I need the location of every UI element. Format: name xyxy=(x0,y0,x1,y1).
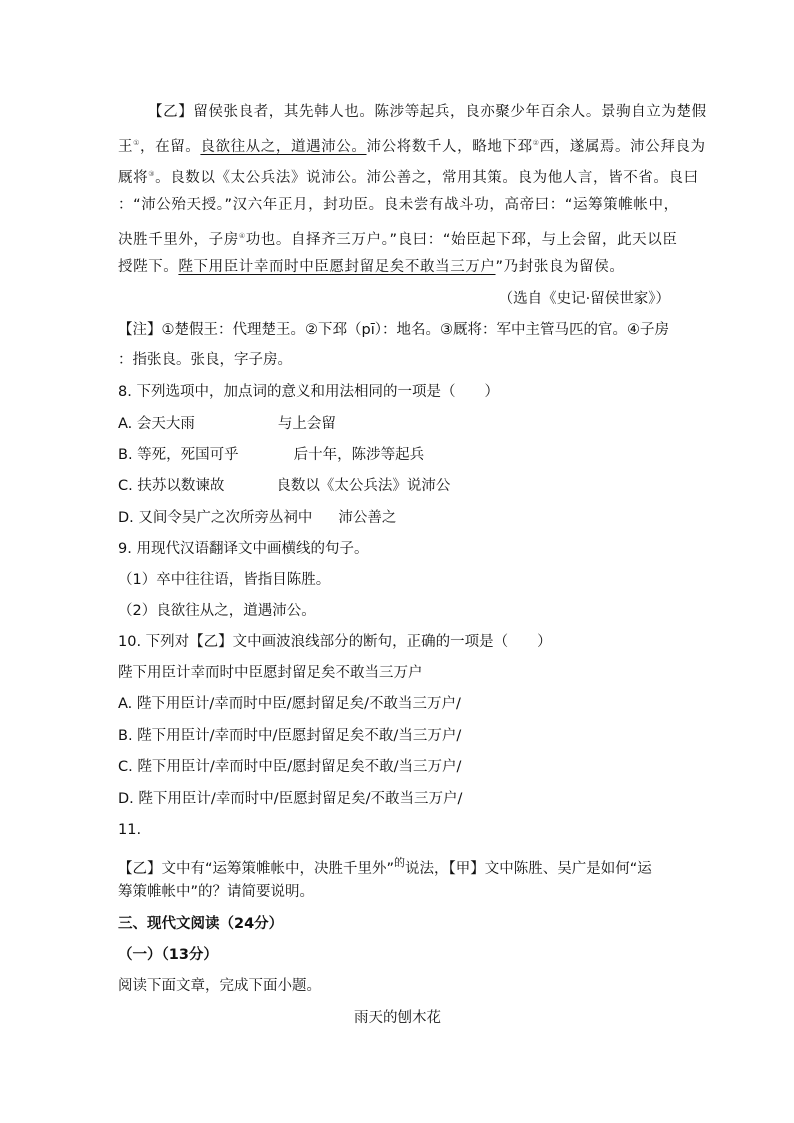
question-9-sentence-2: （2）良欲往从之，道遇沛公。 xyxy=(118,603,316,619)
passage-line-3: 厩将③。良数以《太公兵法》说沛公。沛公善之，常用其策。良为他人言，皆不省。良曰 xyxy=(118,170,699,186)
passage-source: （选自《史记·留侯世家》） xyxy=(498,291,670,307)
question-8-option-b: B. 等死，死国可乎 后十年，陈涉等起兵 xyxy=(118,447,425,463)
passage-line-6: 授陛下。陛下用臣计幸而时中臣愿封留足矣不敢当三万户”乃封张良为留侯。 xyxy=(118,259,625,275)
question-11-number: 11. xyxy=(118,822,142,838)
section-3-subsection: （一）（13分） xyxy=(118,947,218,963)
passage-line-2: 王①，在留。良欲往从之，道遇沛公。沛公将数千人，略地下邳②西，遂属焉。沛公拜良为 xyxy=(118,139,706,155)
question-8-option-d: D. 又间令吴广之次所旁丛祠中 沛公善之 xyxy=(118,510,397,526)
wavy-underlined-sentence: 陛下用臣计幸而时中臣愿封留足矣不敢当三万户 xyxy=(178,259,496,275)
question-10-option-c: C. 陛下用臣计/幸而时中臣/愿封留足矣不敢/当三万户/ xyxy=(118,759,462,775)
passage-line-1: 【乙】留侯张良者，其先韩人也。陈涉等起兵，良亦聚少年百余人。景驹自立为楚假 xyxy=(148,104,707,120)
question-9-sentence-1: （1）卒中往往语，皆指目陈胜。 xyxy=(118,572,331,588)
question-8-option-c: C. 扶苏以数谏故 良数以《太公兵法》说沛公 xyxy=(118,478,451,494)
underlined-sentence: 良欲往从之，道遇沛公。 xyxy=(200,139,367,155)
footnote-marker: ③ xyxy=(148,170,156,178)
passage-line-4: ：“沛公殆天授。”汉六年正月，封功臣。良未尝有战斗功，高帝曰：“运筹策帷帐中， xyxy=(118,197,679,213)
question-8-option-a: A. 会天大雨 与上会留 xyxy=(118,416,336,432)
question-8-stem: 8. 下列选项中，加点词的意义和用法相同的一项是（ ） xyxy=(118,384,499,400)
question-10-option-b: B. 陛下用臣计/幸而时中/臣愿封留足矣不敢/当三万户/ xyxy=(118,728,462,744)
footnote-marker: ① xyxy=(133,139,140,147)
footnote-marker: ④ xyxy=(238,232,246,240)
question-10-option-a: A. 陛下用臣计/幸而时中臣/愿封留足矣/不敢当三万户/ xyxy=(118,696,461,712)
footnote-marker: ② xyxy=(532,139,540,147)
question-10-sentence: 陛下用臣计幸而时中臣愿封留足矣不敢当三万户 xyxy=(118,665,423,681)
question-10-stem: 10. 下列对【乙】文中画波浪线部分的断句，正确的一项是（ ） xyxy=(118,634,552,650)
question-10-option-d: D. 陛下用臣计/幸而时中/臣愿封留足矣/不敢当三万户/ xyxy=(118,791,463,807)
question-11-line-1: 【乙】文中有“运筹策帷帐中，决胜千里外”$^的$说法，【甲】文中陈胜、吴广是如何“运 xyxy=(118,856,652,877)
question-11-line-2: 筹策帷帐中”的？请简要说明。 xyxy=(118,884,315,900)
passage-line-5: 决胜千里外，子房④功也。自择齐三万户。”良曰：“始臣起下邳，与上会留，此天以臣 xyxy=(118,232,678,248)
section-3-title: 三、现代文阅读（24分） xyxy=(118,916,284,932)
article-title: 雨天的刨木花 xyxy=(354,1010,441,1026)
question-9-stem: 9. 用现代汉语翻译文中画横线的句子。 xyxy=(118,541,369,557)
section-3-instruction: 阅读下面文章，完成下面小题。 xyxy=(118,978,321,994)
annotation-line-1: 【注】①楚假王：代理楚王。②下邳（pī）：地名。③厩将：军中主管马匹的官。④子房 xyxy=(118,322,669,338)
annotation-line-2: ：指张良。张良，字子房。 xyxy=(118,352,292,368)
